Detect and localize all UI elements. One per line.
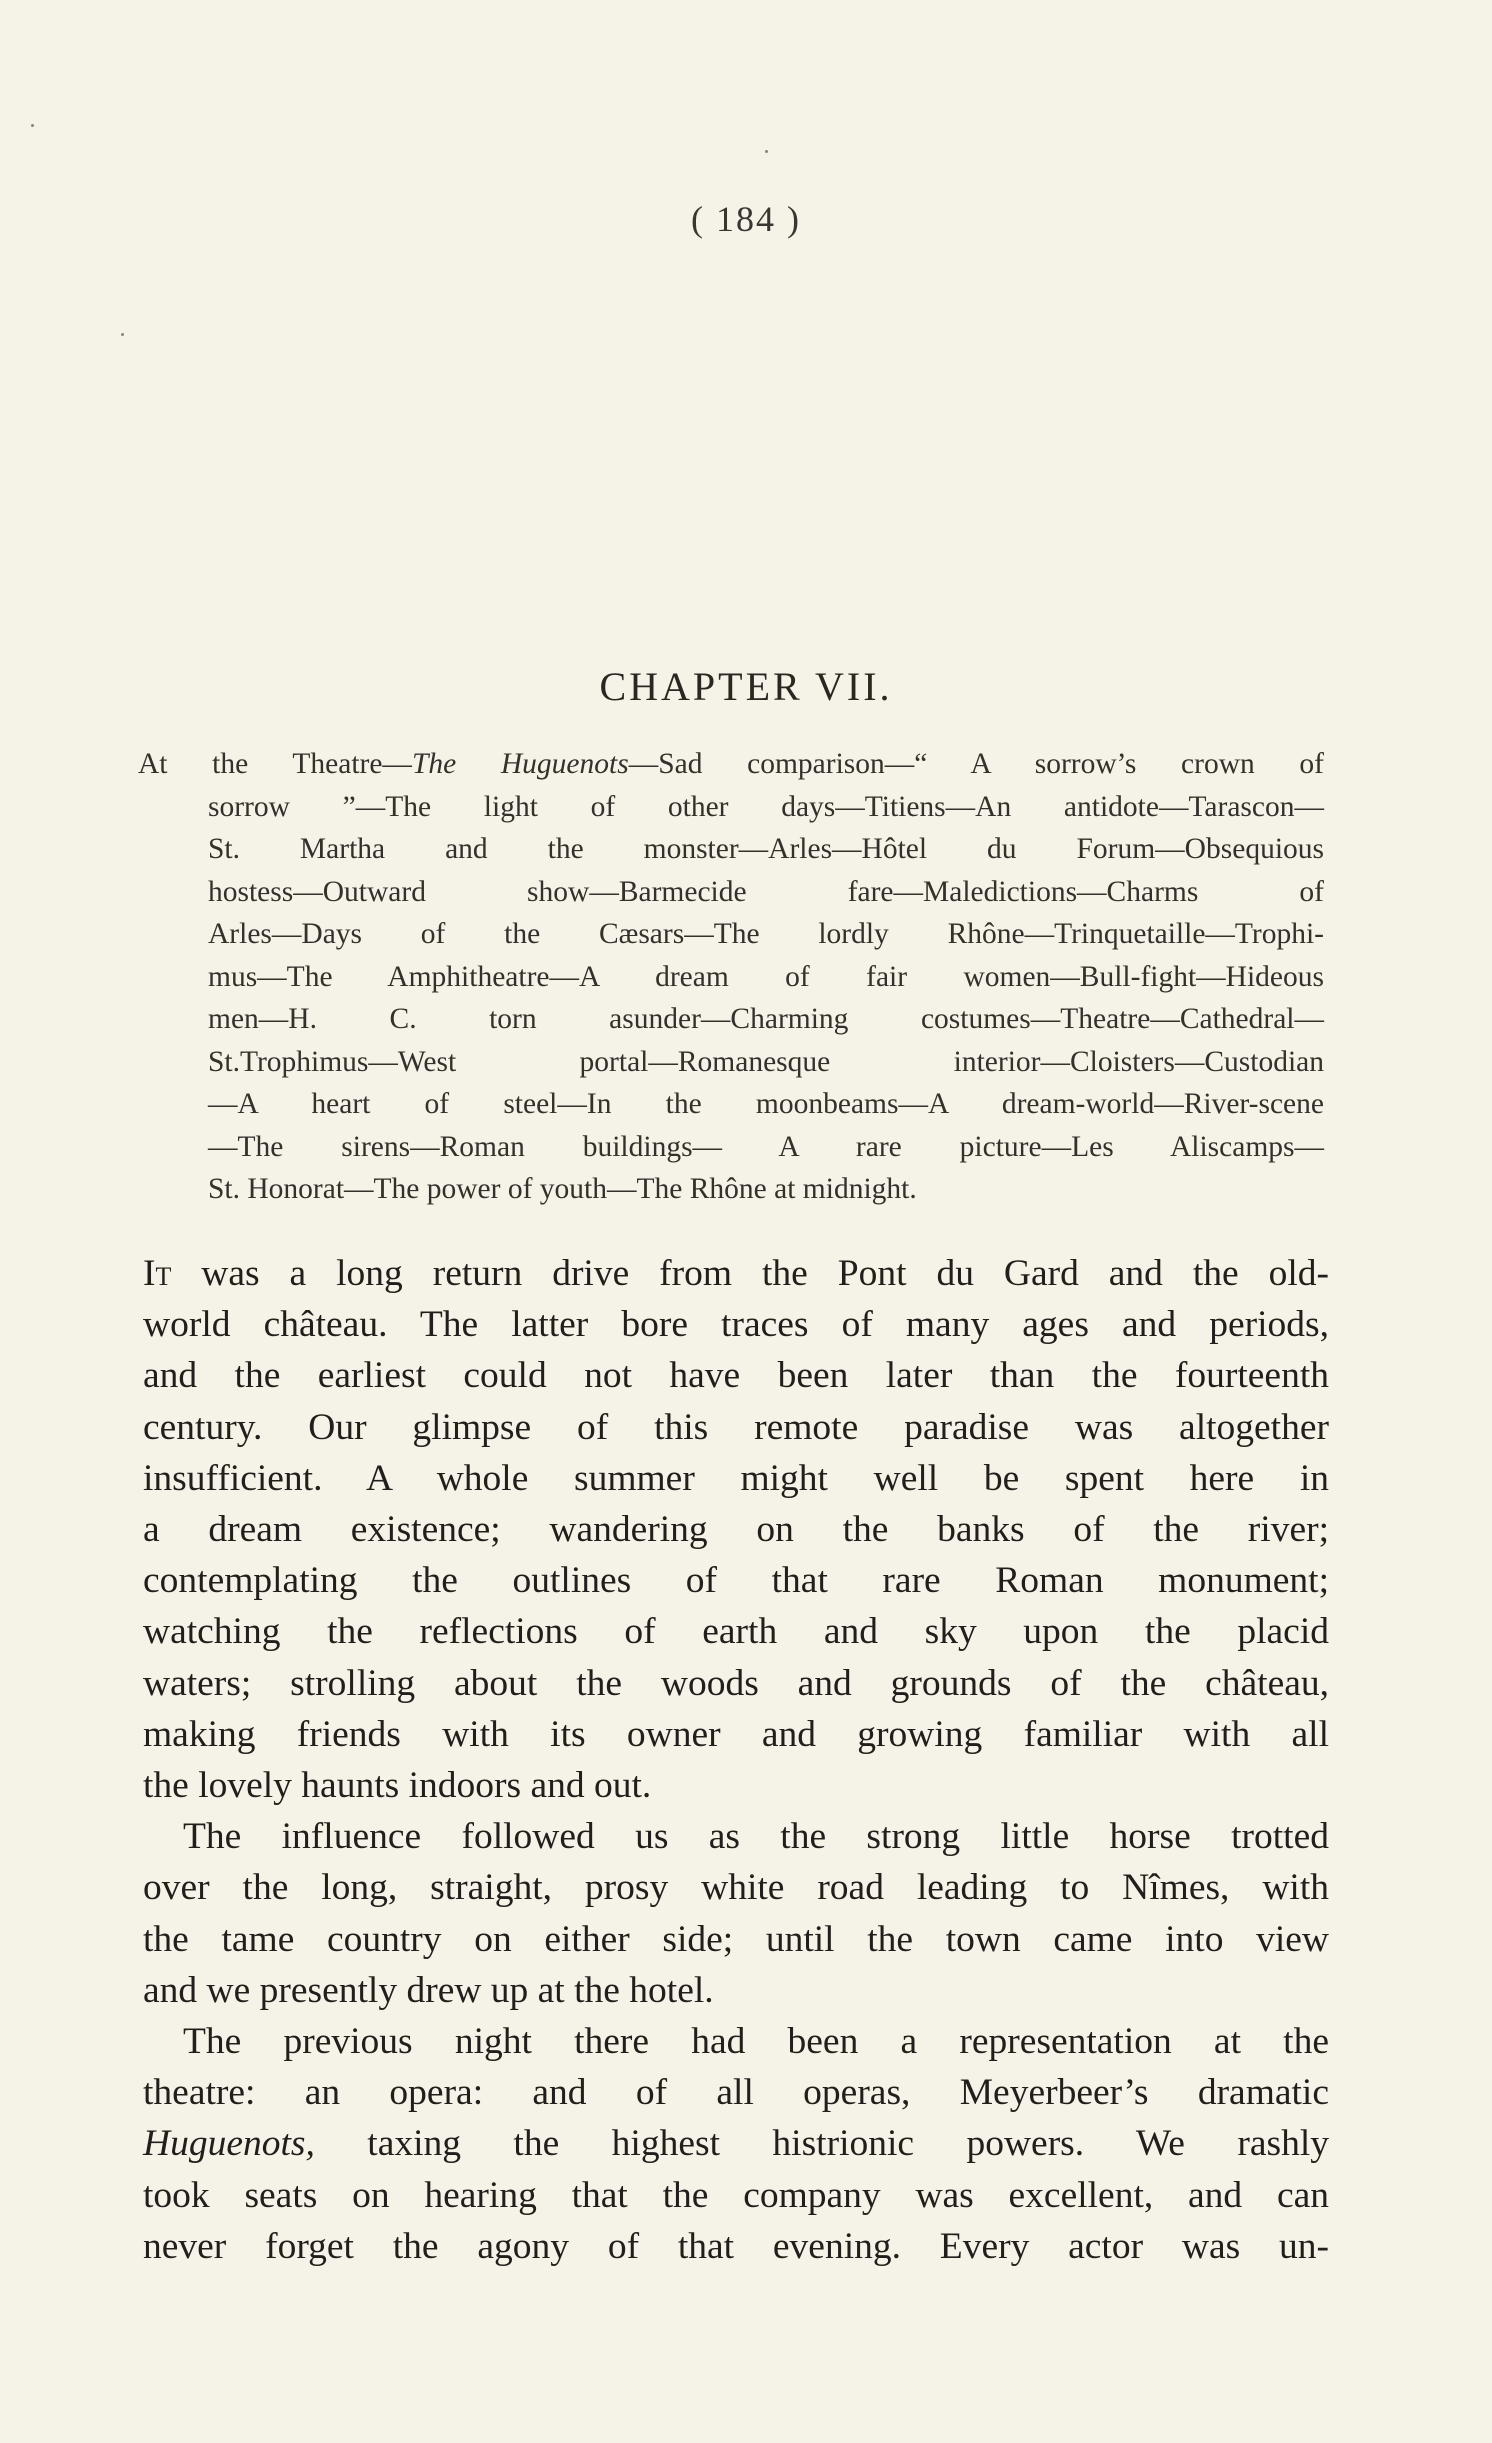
- summary-line: St. Honorat—The power of youth—The Rhône at midnight.: [208, 1173, 917, 1205]
- body-line: The previous night there had been a representation at the: [183, 2021, 1329, 2063]
- body-line: waters; strolling about the woods and grounds of the château,: [143, 1662, 1329, 1704]
- paper-speck: [121, 333, 124, 336]
- body-line: over the long, straight, prosy white road leading to Nîmes, with: [143, 1867, 1329, 1909]
- body-line: the tame country on either side; until the town came into view: [143, 1918, 1329, 1960]
- body-line: watching the reflections of earth and sky upon the placid: [143, 1611, 1329, 1653]
- summary-line: men—H. C. torn asunder—Charming costumes—Theatre—Cathedral—: [208, 1003, 1324, 1035]
- summary-line: —The sirens—Roman buildings— A rare picture—Les Aliscamps—: [208, 1130, 1324, 1163]
- page-number: ( 184 ): [691, 199, 801, 239]
- summary-italic-title: The Huguenots: [411, 748, 629, 780]
- paper-speck: [31, 124, 34, 127]
- italic-opera-title: Huguenots,: [143, 2123, 315, 2165]
- body-line: took seats on hearing that the company was excellent, and can: [143, 2174, 1329, 2216]
- summary-line: At the Theatre—The Huguenots—Sad comparison—“ A sorrow’s crown of: [138, 748, 1324, 780]
- body-line: insufficient. A whole summer might well be spent here in: [143, 1457, 1329, 1499]
- summary-line: Arles—Days of the Cæsars—The lordly Rhône—Trinquetaille—Trophi-: [208, 918, 1324, 950]
- body-line: It was a long return drive from the Pont du Gard and the old-: [143, 1253, 1329, 1294]
- body-line: the lovely haunts indoors and out.: [143, 1765, 652, 1807]
- body-line: world château. The latter bore traces of many ages and periods,: [143, 1304, 1329, 1346]
- chapter-summary: [138, 743, 1324, 1211]
- summary-line: sorrow ”—The light of other days—Titiens—An antidote—Tarascon—: [208, 790, 1324, 823]
- drop-cap-word: It: [143, 1253, 172, 1294]
- body-line: making friends with its owner and growing familiar with all: [143, 1713, 1329, 1755]
- body-text: [143, 1248, 1329, 2272]
- summary-line: mus—The Amphitheatre—A dream of fair women—Bull-fight—Hideous: [208, 960, 1324, 993]
- body-line: contemplating the outlines of that rare Roman monument;: [143, 1560, 1329, 1602]
- summary-line: hostess—Outward show—Barmecide fare—Maledictions—Charms of: [208, 875, 1324, 908]
- summary-line: —A heart of steel—In the moonbeams—A dream-world—River-scene: [208, 1088, 1324, 1120]
- chapter-title: CHAPTER VII.: [599, 664, 893, 709]
- paper-speck: [765, 150, 768, 153]
- body-line: theatre: an opera: and of all operas, Meyerbeer’s dramatic: [143, 2072, 1329, 2114]
- body-line: The influence followed us as the strong little horse trotted: [183, 1816, 1329, 1858]
- body-line: and the earliest could not have been later than the fourteenth: [143, 1355, 1329, 1397]
- body-line: never forget the agony of that evening. Every actor was un-: [143, 2225, 1329, 2267]
- body-line: century. Our glimpse of this remote paradise was altogether: [143, 1406, 1329, 1448]
- summary-line: St. Martha and the monster—Arles—Hôtel du Forum—Obsequious: [208, 833, 1324, 865]
- body-line: a dream existence; wandering on the banks of the river;: [143, 1509, 1329, 1551]
- body-line: and we presently drew up at the hotel.: [143, 1969, 714, 2011]
- summary-line: St.Trophimus—West portal—Romanesque interior—Cloisters—Custodian: [208, 1045, 1324, 1078]
- body-line: Huguenots, taxing the highest histrionic powers. We rashly: [143, 2123, 1329, 2165]
